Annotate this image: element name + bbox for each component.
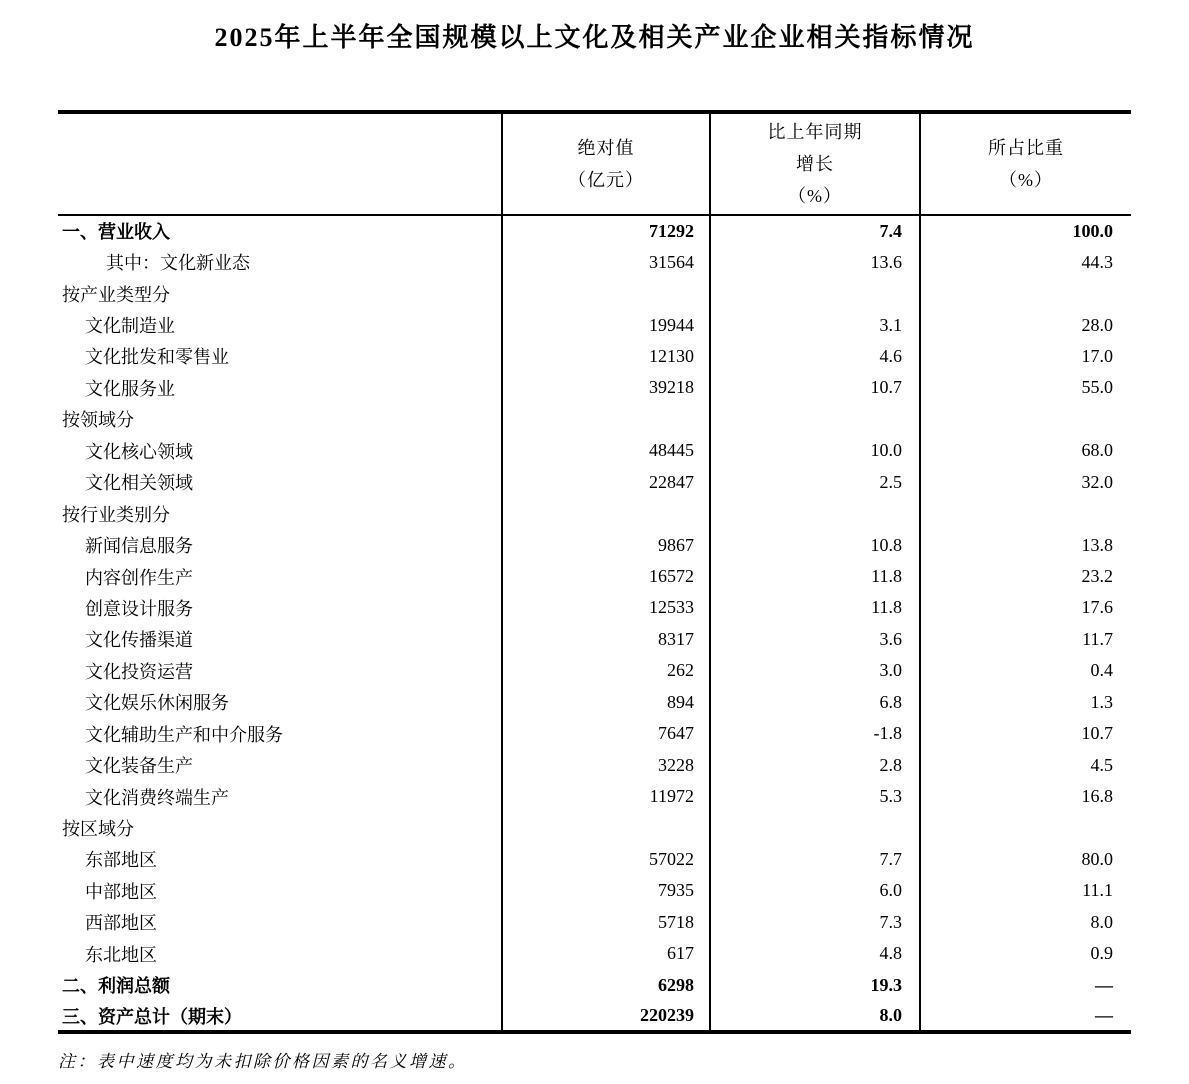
table-row [58, 498, 1131, 529]
table-row [58, 749, 1131, 780]
absolute-value-cell: 6298 [502, 970, 710, 1001]
table-row [58, 781, 1131, 812]
growth-cell: 7.3 [710, 907, 920, 938]
absolute-value-cell: 12533 [502, 592, 710, 623]
table-row [58, 278, 1131, 309]
absolute-value-cell: 220239 [502, 1001, 710, 1032]
table-row [58, 718, 1131, 749]
growth-cell: 10.7 [710, 372, 920, 403]
share-cell [920, 812, 1131, 843]
share-cell: 100.0 [920, 215, 1131, 246]
table-row [58, 435, 1131, 466]
growth-cell: 8.0 [710, 1001, 920, 1032]
share-cell: 11.7 [920, 624, 1131, 655]
row-label: 中部地区 [85, 881, 157, 902]
section-label: 按产业类型分 [62, 284, 170, 305]
share-cell [920, 404, 1131, 435]
share-cell: 4.5 [920, 749, 1131, 780]
absolute-value-cell: 11972 [502, 781, 710, 812]
row-label: 二、利润总额 [62, 976, 170, 997]
growth-cell [710, 498, 920, 529]
column-header-text: （%） [999, 170, 1053, 190]
table-row [58, 687, 1131, 718]
table-row [58, 938, 1131, 969]
column-header-text: 比上年同期 [767, 122, 863, 142]
table-row [58, 372, 1131, 403]
table-row [58, 970, 1131, 1001]
share-cell: 0.4 [920, 655, 1131, 686]
growth-cell: 7.4 [710, 215, 920, 246]
section-label: 按区域分 [62, 819, 134, 840]
growth-cell: 13.6 [710, 246, 920, 277]
growth-cell: 6.8 [710, 687, 920, 718]
growth-cell: 3.1 [710, 309, 920, 340]
row-label: 文化传播渠道 [85, 630, 193, 651]
absolute-value-cell: 9867 [502, 529, 710, 560]
table-row [58, 561, 1131, 592]
absolute-value-cell: 31564 [502, 246, 710, 277]
growth-cell: 5.3 [710, 781, 920, 812]
growth-cell: 2.8 [710, 749, 920, 780]
column-header-text: 绝对值 [577, 138, 635, 158]
table-row [58, 404, 1131, 435]
share-cell: 17.0 [920, 341, 1131, 372]
table-row [58, 341, 1131, 372]
absolute-value-cell: 7647 [502, 718, 710, 749]
absolute-value-cell: 5718 [502, 907, 710, 938]
absolute-value-cell: 39218 [502, 372, 710, 403]
indicator-table [58, 110, 1131, 1034]
column-header-text: （%） [788, 186, 842, 206]
absolute-value-cell: 71292 [502, 215, 710, 246]
table-body [58, 215, 1131, 1032]
growth-cell: 19.3 [710, 970, 920, 1001]
growth-cell: 11.8 [710, 561, 920, 592]
share-cell: 0.9 [920, 938, 1131, 969]
share-cell: 13.8 [920, 529, 1131, 560]
share-cell: 68.0 [920, 435, 1131, 466]
table-row [58, 529, 1131, 560]
column-header-text: （亿元） [568, 170, 644, 190]
table-header [58, 112, 1131, 215]
row-label: 东部地区 [85, 850, 157, 871]
share-cell [920, 498, 1131, 529]
absolute-value-cell: 3228 [502, 749, 710, 780]
growth-cell [710, 404, 920, 435]
page-title: 2025年上半年全国规模以上文化及相关产业企业相关指标情况 [214, 23, 975, 52]
table-row [58, 812, 1131, 843]
share-cell: 23.2 [920, 561, 1131, 592]
section-label: 按领域分 [62, 410, 134, 431]
table-row [58, 1001, 1131, 1032]
table-header-row [58, 112, 1131, 215]
absolute-value-cell: 12130 [502, 341, 710, 372]
growth-cell: 10.0 [710, 435, 920, 466]
row-label: 西部地区 [85, 913, 157, 934]
absolute-value-cell: 22847 [502, 467, 710, 498]
growth-cell: 4.6 [710, 341, 920, 372]
row-label: 文化制造业 [85, 316, 175, 337]
share-cell: 1.3 [920, 687, 1131, 718]
growth-cell: 10.8 [710, 529, 920, 560]
growth-cell: 3.6 [710, 624, 920, 655]
growth-cell: 4.8 [710, 938, 920, 969]
column-header-absolute-value [502, 112, 710, 215]
growth-cell: 3.0 [710, 655, 920, 686]
share-cell: 55.0 [920, 372, 1131, 403]
row-label: 其中：文化新业态 [106, 253, 250, 274]
footnote: 注：表中速度均为未扣除价格因素的名义增速。 [58, 1052, 468, 1071]
table-row [58, 844, 1131, 875]
row-label: 文化消费终端生产 [85, 787, 229, 808]
share-cell: 16.8 [920, 781, 1131, 812]
absolute-value-cell [502, 278, 710, 309]
row-label: 文化核心领域 [85, 441, 193, 462]
absolute-value-cell: 7935 [502, 875, 710, 906]
stub-header-cell [58, 112, 502, 215]
row-label: 内容创作生产 [85, 567, 193, 588]
absolute-value-cell: 262 [502, 655, 710, 686]
table-row [58, 592, 1131, 623]
row-label: 文化服务业 [85, 378, 175, 399]
table-row [58, 309, 1131, 340]
row-label: 文化装备生产 [85, 756, 193, 777]
column-header-text: 增长 [796, 154, 834, 174]
row-label: 新闻信息服务 [85, 536, 193, 557]
table-row [58, 246, 1131, 277]
share-cell: 10.7 [920, 718, 1131, 749]
growth-cell: 6.0 [710, 875, 920, 906]
row-label: 创意设计服务 [85, 598, 193, 619]
absolute-value-cell [502, 812, 710, 843]
share-cell: 44.3 [920, 246, 1131, 277]
growth-cell: 2.5 [710, 467, 920, 498]
absolute-value-cell: 16572 [502, 561, 710, 592]
share-cell: 28.0 [920, 309, 1131, 340]
growth-cell [710, 812, 920, 843]
table-row [58, 624, 1131, 655]
share-cell: 80.0 [920, 844, 1131, 875]
row-label: 东北地区 [85, 944, 157, 965]
absolute-value-cell: 894 [502, 687, 710, 718]
absolute-value-cell [502, 498, 710, 529]
column-header-share [920, 112, 1131, 215]
row-label: 文化娱乐休闲服务 [85, 693, 229, 714]
share-cell: 32.0 [920, 467, 1131, 498]
absolute-value-cell: 48445 [502, 435, 710, 466]
growth-cell: 11.8 [710, 592, 920, 623]
row-label: 三、资产总计（期末） [62, 1006, 242, 1027]
table-row [58, 875, 1131, 906]
row-label: 文化批发和零售业 [85, 347, 229, 368]
share-cell: — [920, 970, 1131, 1001]
absolute-value-cell: 8317 [502, 624, 710, 655]
section-label: 按行业类别分 [62, 504, 170, 525]
row-label: 文化投资运营 [85, 661, 193, 682]
share-cell: 17.6 [920, 592, 1131, 623]
growth-cell [710, 278, 920, 309]
row-label: 文化相关领域 [85, 473, 193, 494]
absolute-value-cell [502, 404, 710, 435]
share-cell: 8.0 [920, 907, 1131, 938]
share-cell: 11.1 [920, 875, 1131, 906]
table-row [58, 655, 1131, 686]
table-row [58, 215, 1131, 246]
growth-cell: -1.8 [710, 718, 920, 749]
table-row [58, 907, 1131, 938]
row-label: 文化辅助生产和中介服务 [85, 724, 283, 745]
table-row [58, 467, 1131, 498]
share-cell [920, 278, 1131, 309]
absolute-value-cell: 617 [502, 938, 710, 969]
share-cell: — [920, 1001, 1131, 1032]
absolute-value-cell: 19944 [502, 309, 710, 340]
column-header-text: 所占比重 [988, 138, 1064, 158]
growth-cell: 7.7 [710, 844, 920, 875]
column-header-yoy-growth [710, 112, 920, 215]
row-label: 一、营业收入 [62, 222, 170, 243]
absolute-value-cell: 57022 [502, 844, 710, 875]
